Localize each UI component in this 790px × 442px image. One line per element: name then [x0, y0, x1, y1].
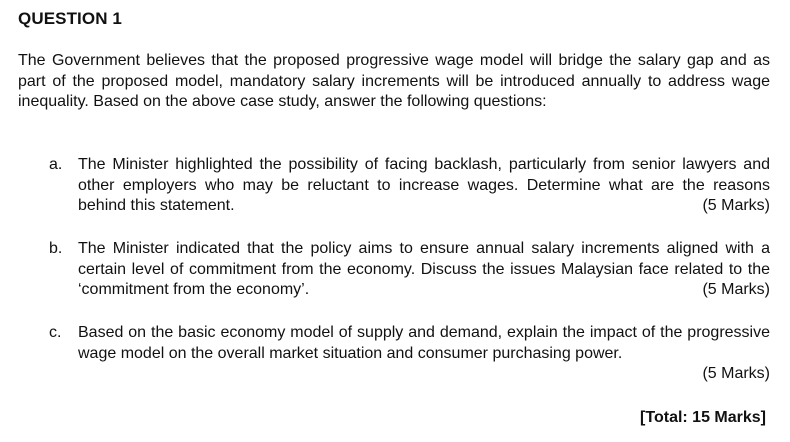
- marks-label: (5 Marks): [702, 365, 770, 382]
- marks-label: (5 Marks): [702, 197, 770, 214]
- marks-label: (5 Marks): [702, 281, 770, 298]
- total-marks: [Total: 15 Marks]: [640, 409, 766, 426]
- question-heading: QUESTION 1: [18, 9, 122, 28]
- sub-question-text: Based on the basic economy model of supply and demand, explain the impact of the progressive wage model on the overall market situation and consumer purchasing power.: [78, 324, 770, 362]
- sub-question-letter: c.: [49, 324, 62, 341]
- sub-question-letter: a.: [49, 156, 63, 173]
- question-intro: The Government believes that the proposed progressive wage model will bridge the salary gap and as part of the proposed model, mandatory salary increments will be introduced annually to address wage inequality. Based on the above case study, answer the following questions:: [18, 52, 770, 110]
- sub-question-text: The Minister highlighted the possibility of facing backlash, particularly from senior lawyers and other employers who may be reluctant to increase wages. Determine what are the reasons behind this statement.: [78, 156, 770, 214]
- sub-question-text: The Minister indicated that the policy aims to ensure annual salary increments aligned with a certain level of commitment from the economy. Discuss the issues Malaysian face related to the ‘commitment from the economy’.: [78, 240, 770, 298]
- sub-question-letter: b.: [49, 240, 63, 257]
